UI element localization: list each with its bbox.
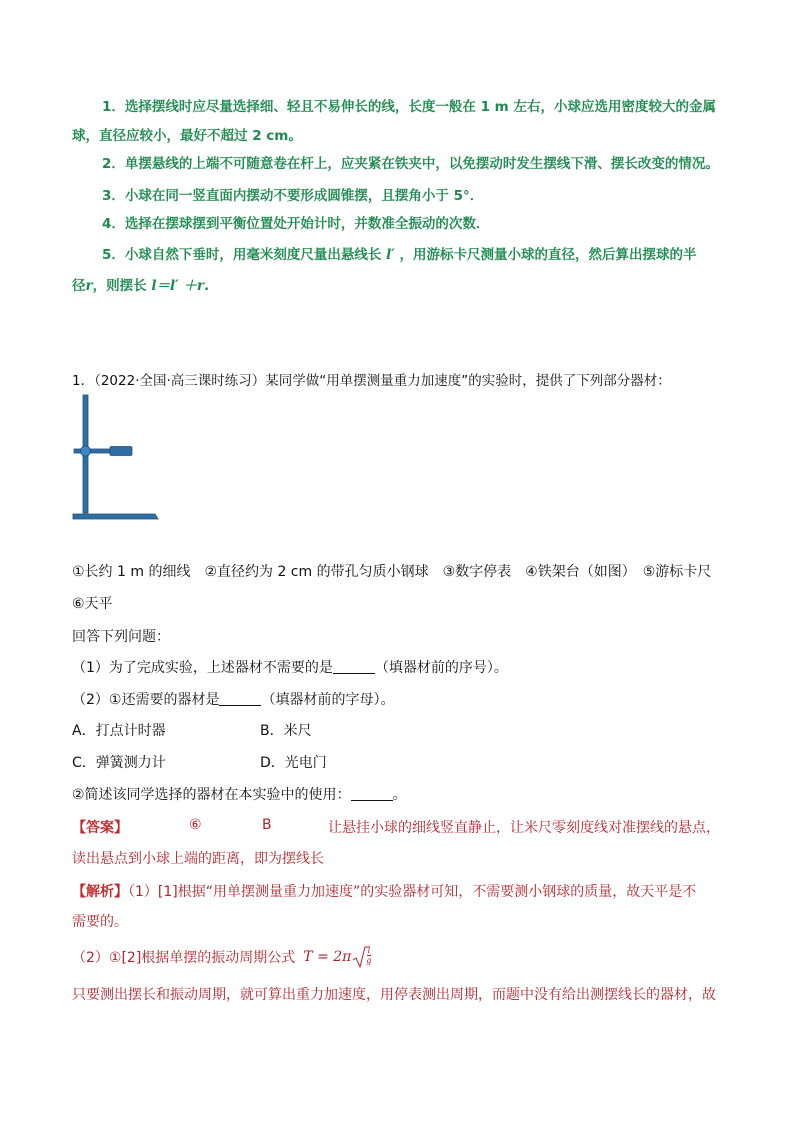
- note-1-line1: 1．选择摆线时应尽量选择细、轻且不易伸长的线，长度一般在 1 m 左右，小球应选用密度较大的金属: [102, 99, 716, 115]
- note-5-line1: [102, 243, 697, 263]
- note-5-line2: [72, 274, 209, 294]
- note-3: 3．小球在同一竖直面内摆动不要形成圆锥摆，且摆角小于 5°．: [102, 188, 484, 204]
- sub-question-1-text-a: （1）为了完成实验，上述器材不需要的是: [72, 660, 333, 676]
- answer-3-line2: 读出悬点到小球上端的距离，即为摆线长: [72, 851, 324, 867]
- note-5-text-d: ，则摆长: [92, 278, 147, 294]
- note-5-text-a: 5．小球自然下垂时，用毫米刻度尺量出悬线长: [102, 247, 382, 263]
- note-5-text-b: ，用游标卡尺测量小球的直径，然后算出摆球的半: [399, 247, 697, 263]
- sub-question-1-text-b: （填器材前的序号）。: [374, 660, 508, 676]
- note-5-end: .: [203, 278, 210, 294]
- formula-denominator: g: [366, 955, 372, 965]
- answer-3: 让悬挂小球的细线竖直静止，让米尺零刻度线对准摆线的悬点，: [328, 820, 720, 836]
- answer-tag: [72, 817, 128, 837]
- formula-lhs: T = 2π: [303, 949, 352, 965]
- iron-stand-figure: [70, 393, 160, 523]
- note-1-line2: 球，直径应较小，最好不超过 2 cm。: [72, 128, 302, 144]
- sub-question-2-2: [72, 784, 407, 804]
- note-5-formula: l＝l′ ＋r: [151, 278, 204, 294]
- analysis-line-3: [72, 945, 372, 969]
- sub-question-2-2-text-a: ②简述该同学选择的器材在本实验中的使用：: [72, 787, 351, 803]
- analysis-text-3: （2）①[2]根据单摆的振动周期公式: [72, 950, 296, 966]
- equipment-line-2: ⑥天平: [72, 596, 113, 612]
- sub-question-2: [72, 689, 394, 709]
- answer-blank-1[interactable]: [333, 660, 375, 674]
- answer-blank-3[interactable]: [351, 787, 393, 801]
- sub-question-2-text-b: （填器材前的字母）。: [261, 692, 395, 708]
- formula-fraction: [366, 946, 371, 965]
- equipment-line-1: ①长约 1 m 的细线 ②直径约为 2 cm 的带孔匀质小钢球 ③数字停表 ④铁架台（如图） ⑤游标卡尺: [72, 564, 712, 580]
- answer-prompt: 回答下列问题：: [72, 629, 170, 645]
- note-5-var-l-prime: l′: [386, 247, 395, 263]
- question-stem: 1．（2022·全国·高三课时练习）某同学做“用单摆测量重力加速度”的实验时，提供了下列部分器材：: [72, 373, 671, 389]
- answer-blank-2[interactable]: [219, 692, 261, 706]
- option-d: D．光电门: [260, 755, 327, 771]
- note-5-text-c: 径: [72, 278, 86, 294]
- sub-question-1: [72, 657, 508, 677]
- iron-stand-icon: [70, 393, 160, 523]
- analysis-line-2: 需要的。: [72, 914, 128, 930]
- pendulum-period-formula: [303, 945, 371, 969]
- option-b: B．米尺: [260, 723, 312, 739]
- answer-2: B: [262, 817, 272, 833]
- analysis-tag: 【解析】: [72, 884, 128, 900]
- analysis-text-1: （1）[1]根据“用单摆测量重力加速度”的实验器材可知，不需要测小钢球的质量，故天平是不: [128, 884, 697, 900]
- option-c: C．弹簧测力计: [72, 755, 166, 771]
- note-2: 2．单摆悬线的上端不可随意卷在杆上，应夹紧在铁夹中，以免摆动时发生摆线下滑、摆长改变的情况。: [102, 156, 719, 172]
- sub-question-2-text-a: （2）①还需要的器材是: [72, 692, 220, 708]
- answer-tag-label: 【答案】: [72, 820, 128, 836]
- analysis-line-1: [72, 881, 696, 901]
- answer-1: ⑥: [189, 817, 202, 833]
- sub-question-2-2-text-b: 。: [392, 787, 407, 803]
- note-5-var-r: r: [85, 278, 93, 294]
- option-a: A．打点计时器: [72, 723, 166, 739]
- formula-numerator: l: [367, 945, 371, 955]
- analysis-line-4: 只要测出摆长和振动周期，就可算出重力加速度，用停表测出周期，而题中没有给出测摆线长的器材，故: [72, 987, 716, 1003]
- note-4: 4．选择在摆球摆到平衡位置处开始计时，并数准全振动的次数．: [102, 216, 490, 232]
